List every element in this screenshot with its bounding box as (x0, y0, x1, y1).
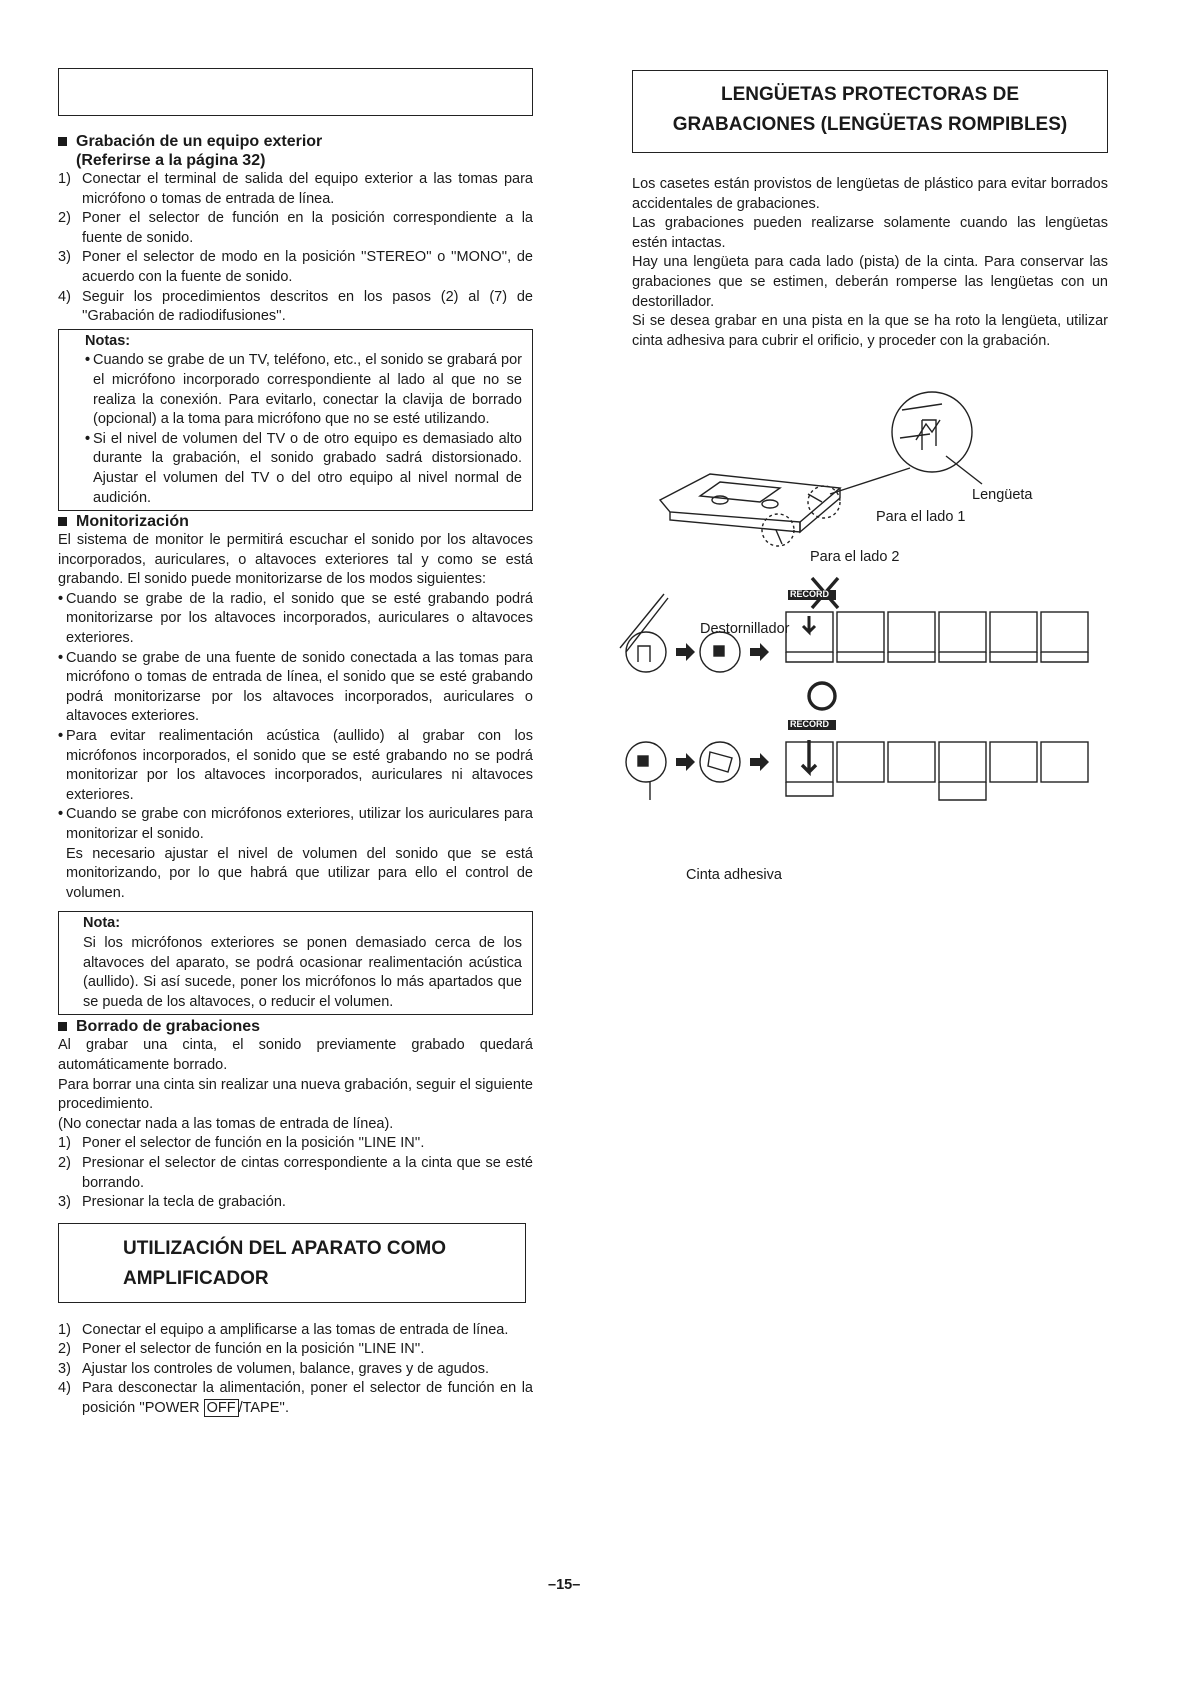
list-item: 2) Presionar el selector de cintas correspondiente a la cinta que se esté borrando. (58, 1154, 533, 1191)
lado1-label: Para el lado 1 (876, 509, 966, 525)
note-item: • Si el nivel de volumen del TV o de otro equipo es demasiado alto durante la grabación, el sonido grabado sadrá distorsionado. Ajustar el volumen del TV o del otro equipo al nivel normal de audición. (85, 430, 522, 506)
list-item: 1) Poner el selector de función en la posición ''LINE IN''. (58, 1135, 425, 1152)
record-label-bottom: RECORD (790, 719, 830, 729)
square-bullet-icon (58, 517, 67, 526)
grabacion-heading (58, 132, 533, 170)
borrado-p1: Al grabar una cinta, el sonido previamente grabado quedará automáticamente borrado. (58, 1037, 533, 1073)
cinta-adhesiva-label: Cinta adhesiva (686, 867, 782, 883)
borrado-p3: (No conectar nada a las tomas de entrada de línea). (58, 1115, 394, 1132)
nota-box (58, 911, 533, 1015)
grabacion-title: Grabación de un equipo exterior (76, 133, 323, 150)
list-item: 2) Poner el selector de función en la posición ''LINE IN''. (58, 1341, 425, 1358)
cassette-tab-figure (610, 390, 1170, 890)
borrado-title: Borrado de grabaciones (76, 1018, 261, 1036)
record-label-top: RECORD (790, 589, 830, 599)
amplificador-title-box (58, 1223, 526, 1303)
amplificador-title-1: UTILIZACIÓN DEL APARATO COMO (123, 1237, 446, 1259)
lenguetas-p3: Hay una lengüeta para cada lado (pista) de la cinta. Para conservar las grabaciones que se estimen, deberán romperse las lengüetas con un destorillador. (632, 254, 1108, 310)
page-number: –15– (548, 1577, 581, 1593)
monitorizacion-intro: El sistema de monitor le permitirá escuchar el sonido por los altavoces incorporados, auriculares, o altavoces exteriores tal y como se está grabando. El sonido puede monitorizarse de los modos siguientes: (58, 532, 533, 588)
notas-title: Notas: (85, 332, 131, 349)
amplificador-title-2: AMPLIFICADOR (123, 1267, 269, 1289)
list-item: 4) Seguir los procedimientos descritos en los pasos (2) al (7) de ''Grabación de radiodifusiones''. (58, 288, 533, 325)
list-item: 4) Para desconectar la alimentación, poner el selector de función en la posición ''POWER OFF /TAPE''. (58, 1380, 533, 1417)
empty-header-box (58, 68, 533, 116)
right-column (632, 70, 1108, 351)
left-column (58, 68, 533, 1419)
list-item: 2) Poner el selector de función en la posición correspondiente a la fuente de sonido. (58, 210, 533, 246)
lenguetas-title-2: GRABACIONES (LENGÜETAS ROMPIBLES) (672, 114, 1068, 135)
record-keys-row-broken (786, 612, 1088, 662)
lado2-label: Para el lado 2 (810, 549, 900, 565)
amplificador-steps (58, 1321, 533, 1419)
notas-box (58, 329, 533, 511)
list-item: 1) Conectar el equipo a amplificarse a las tomas de entrada de línea. (58, 1321, 509, 1338)
record-keys-row-taped (786, 740, 1088, 800)
borrado-steps (58, 1134, 533, 1212)
lenguetas-title-1: LENGÜETAS PROTECTORAS DE (720, 84, 1020, 105)
list-item: • Cuando se grabe de la radio, el sonido que se esté grabando podrá monitorizarse por los altavoces incorporados, auriculares o altavoces exteriores. (58, 590, 533, 647)
tape-step-illustration (626, 742, 740, 800)
square-bullet-icon (58, 137, 67, 146)
monitorizacion-title: Monitorización (76, 513, 189, 531)
list-item: 3) Poner el selector de modo en la posición ''STEREO'' o ''MONO'', de acuerdo con la fuente de sonido. (58, 249, 533, 285)
tab-zoom-illustration (830, 392, 982, 494)
nota-text: Si los micrófonos exteriores se ponen demasiado cerca de los altavoces del aparato, se podrá ocasionar realimentación acústica (aullido). Si así sucede, poner los micrófonos lo más apartados que se pueda de los altavoces, o reducir el volumen. (83, 934, 522, 1010)
square-bullet-icon (58, 1022, 67, 1031)
cassette-illustration (660, 474, 840, 546)
lenguetas-p4: Si se desea grabar en una pista en la que se ha roto la lengüeta, utilizar cinta adhesiva para cubrir el orificio, y proceder con la grabación. (632, 313, 1108, 349)
list-item: 3) Ajustar los controles de volumen, balance, graves y de agudos. (58, 1360, 490, 1377)
lenguetas-p1: Los casetes están provistos de lengüetas de plástico para evitar borrados accidentales de grabaciones. (632, 176, 1108, 212)
monitorizacion-heading (58, 512, 533, 531)
borrado-heading (58, 1017, 533, 1036)
list-item: 3) Presionar la tecla de grabación. (58, 1194, 286, 1211)
list-item: • Para evitar realimentación acústica (aullido) al grabar con los micrófonos incorporados, el sonido que se esté grabando no se podrá monitorizar por los altavoces incorporados, auriculares ni altavoces exteriores. (58, 728, 533, 803)
grabacion-steps (58, 170, 533, 327)
monitorizacion-extra: Es necesario ajustar el nivel de volumen del sonido que se está monitorizando, por lo que habrá que utilizar para ello el control de volumen. (66, 845, 533, 901)
grabacion-subtitle: (Referirse a la página 32) (76, 152, 266, 169)
nota-title: Nota: (83, 915, 121, 932)
monitorizacion-bullets (58, 590, 533, 845)
list-item: • Cuando se grabe de una fuente de sonido conectada a las tomas para micrófono o tomas de entrada de línea, el sonido que se esté grabando podrá monitorizarse por los altavoces incorporados, auriculares o altavoces exteriores. (58, 649, 533, 725)
lenguetas-title-box (632, 70, 1108, 153)
note-item: • Cuando se grabe de un TV, teléfono, etc., el sonido se grabará por el micrófono incorporado correspondiente al lado al que no se realiza la conexión. Para evitarlo, conectar la clavija de borrado (opcional) a la toma para micrófono que no se esté utilizando. (85, 352, 522, 428)
lengueta-label: Lengüeta (972, 487, 1033, 503)
circle-mark-icon (809, 683, 835, 709)
lenguetas-p2: Las grabaciones pueden realizarse solamente cuando las lengüetas estén intactas. (632, 215, 1108, 251)
off-boxed-label: OFF (204, 1399, 239, 1417)
list-item: • Cuando se grabe con micrófonos exteriores, utilizar los auriculares para monitorizar el sonido. (58, 806, 533, 842)
list-item: 1) Conectar el terminal de salida del equipo exterior a las tomas para micrófono o tomas de entrada de línea. (58, 171, 533, 207)
borrado-p2: Para borrar una cinta sin realizar una nueva grabación, seguir el siguiente procedimiento. (58, 1076, 533, 1113)
destornillador-label: Destornillador (700, 621, 790, 637)
